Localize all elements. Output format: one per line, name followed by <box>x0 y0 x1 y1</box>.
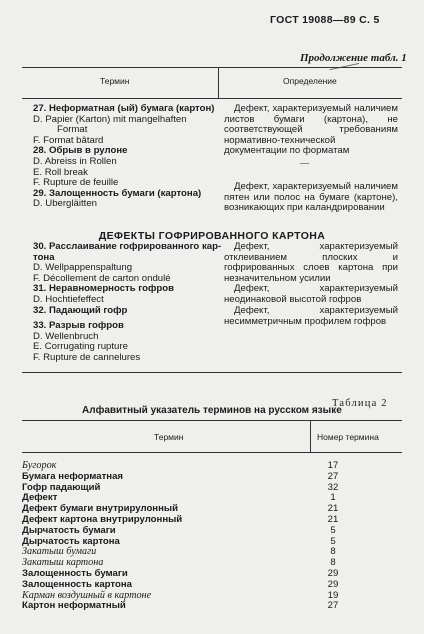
index-number: 5 <box>330 535 336 547</box>
table1-column-divider <box>218 67 219 98</box>
index-term: Карман воздушный в картоне <box>22 589 152 601</box>
table2-col-number: Номер термина <box>317 432 379 442</box>
term-list-33 <box>33 321 140 363</box>
term-line: 33. Разрыв гофров <box>33 320 124 331</box>
term-line: 28. Обрыв в рулоне <box>33 145 128 157</box>
index-number: 29 <box>327 578 339 590</box>
page-header: ГОСТ 19088—89 С. 5 <box>270 14 380 26</box>
table1-top-rule <box>22 67 402 68</box>
term-line: 27. Неформатная (ый) бумага (картон) <box>33 103 215 114</box>
index-number: 27 <box>327 600 339 612</box>
table2-header-rule <box>22 452 402 453</box>
table2-title: Алфавитный указатель терминов на русском языке <box>82 405 342 416</box>
index-number: 21 <box>327 503 339 515</box>
table-row <box>22 526 402 537</box>
definition-29: Дефект, характеризуемый наличием пятен или полос на бумаге (картоне), возникающих при каландрировании <box>224 181 398 214</box>
table2-top-rule <box>22 420 402 421</box>
term-line: F. Format bâtard <box>33 134 104 146</box>
term-line: F. Rupture de feuille <box>33 177 119 189</box>
term-line: тона <box>33 251 55 263</box>
index-term: Гофр падающий <box>22 481 101 493</box>
term-line: D. Abreiss in Rollen <box>33 155 117 167</box>
term-line: F. Décollement de carton ondulé <box>33 272 171 284</box>
index-term: Дырчатость бумаги <box>22 524 116 536</box>
index-number: 19 <box>327 589 339 601</box>
index-term: Картон неформатный <box>22 600 126 612</box>
index-number: 27 <box>327 470 339 482</box>
term-line: 31. Неравномерность гофров <box>33 283 175 295</box>
index-term: Дефект картона внутрирулонный <box>22 514 183 525</box>
term-line: E. Roll break <box>33 166 88 178</box>
index-term: Залощенность картона <box>22 578 132 590</box>
term-line: 30. Расслаивание гофрированного кар- <box>33 241 222 252</box>
table2-col-terms: Термин <box>154 432 184 442</box>
index-term: Дырчатость картона <box>22 535 120 547</box>
definition-31: Дефект, характеризуемый неодинаковой высотой гофров <box>224 283 398 305</box>
term-line: Format <box>57 124 88 136</box>
term-line: D. Hochtiefeffect <box>33 293 104 305</box>
term-list-27-29 <box>33 104 214 210</box>
term-line: D. Ubergläitten <box>33 198 97 210</box>
definition-27: Дефект, характеризуемый наличием листов бумаги (картона), не соответствующей требованиям нормативно-технической документации по форматам <box>224 103 398 157</box>
table-continuation-label: Продолжение табл. 1 <box>300 52 407 64</box>
index-number: 29 <box>327 568 339 579</box>
table-row <box>22 601 402 612</box>
term-line: D. Wellpappenspaltung <box>33 262 133 274</box>
table-row <box>22 515 402 526</box>
index-number: 8 <box>330 546 336 558</box>
definition-28-dash: — <box>300 158 309 168</box>
pen-mark <box>330 63 361 76</box>
term-list-30-32 <box>33 242 221 316</box>
index-number: 21 <box>327 514 339 525</box>
table-row <box>22 461 402 472</box>
table-row <box>22 580 402 591</box>
index-number: 1 <box>330 492 336 504</box>
table1-header-rule <box>22 98 402 99</box>
term-line: D. Wellenbruch <box>33 330 99 342</box>
index-term: Бумага неформатная <box>22 470 124 482</box>
index-term: Дефект <box>22 492 58 504</box>
term-line: F. Rupture de cannelures <box>33 351 141 363</box>
index-term: Дефект бумаги внутрирулонный <box>22 503 178 515</box>
table-row <box>22 472 402 483</box>
term-line: D. Papier (Karton) mit mangelhaften <box>33 113 187 125</box>
table1-col-definition: Определение <box>283 76 337 86</box>
index-number: 8 <box>330 557 336 569</box>
table-row <box>22 483 402 494</box>
term-line: 29. Залощенность бумаги (картона) <box>33 187 202 199</box>
definition-30: Дефект, характеризуемый отклеиванием плоских и гофрированных слоев картона при незначительном усилии <box>224 241 398 284</box>
definition-32: Дефект, характеризуемый несимметричным профилем гофров <box>224 305 398 327</box>
index-term: Закатыш бумаги <box>22 546 97 558</box>
table1-col-terms: Термин <box>100 76 130 86</box>
index-term: Залощенность бумаги <box>22 568 128 579</box>
term-line: E. Corrugating rupture <box>33 341 128 353</box>
index-term: Бугорок <box>22 460 57 471</box>
section-title: ДЕФЕКТЫ ГОФРИРОВАННОГО КАРТОНА <box>98 230 326 242</box>
table1-bottom-rule <box>22 372 402 373</box>
index-number: 32 <box>327 481 339 493</box>
table-row <box>22 569 402 580</box>
index-term: Закатыш картона <box>22 557 104 569</box>
term-line: 32. Падающий гофр <box>33 304 128 316</box>
table2-column-divider <box>310 420 311 452</box>
table2-label: Таблица 2 <box>332 398 388 409</box>
index-number: 5 <box>330 524 336 536</box>
index-number: 17 <box>327 460 339 471</box>
